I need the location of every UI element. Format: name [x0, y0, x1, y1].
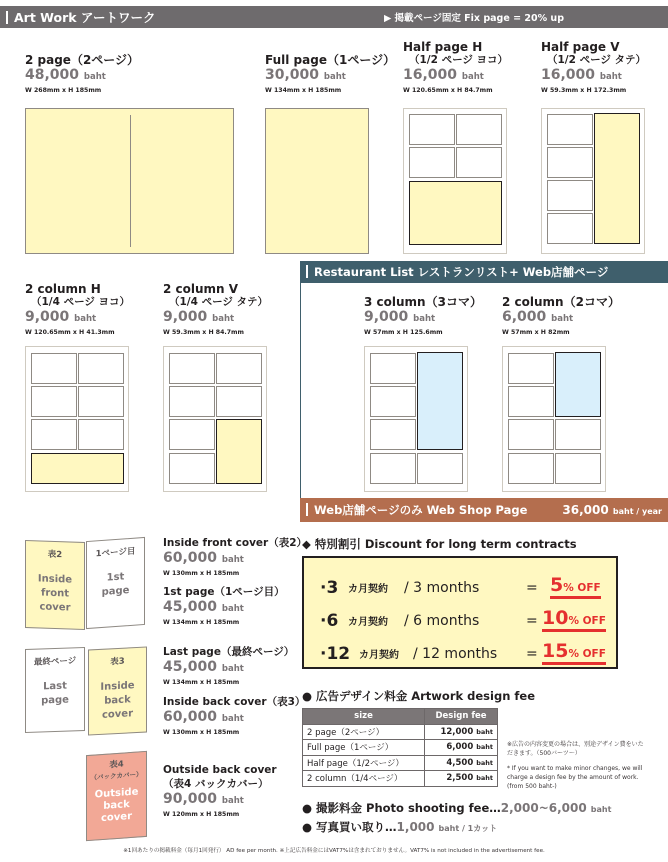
table-row: Half page（1/2ページ） 4,500 baht	[303, 755, 498, 771]
table-row: 2 column（1/4ページ） 2,500 baht	[303, 771, 498, 787]
two-page-diagram	[25, 108, 234, 254]
book-inside-back-right: 表3 Inside back cover	[88, 646, 147, 735]
photo-shooting-fee: ● 撮影料金 Photo shooting fee…2,000~6,000 baht	[302, 801, 612, 815]
art-work-header	[0, 6, 668, 28]
ad-name: 2 page（2ページ）	[25, 53, 140, 67]
full-page-diagram	[265, 108, 369, 254]
book-outside-back: 表4 （バックカバー） Outside back cover	[86, 751, 147, 841]
ad-half-page-v: Half page V （1/2 ページ タテ） 16,000 baht W 59.3mm x H 172.3mm	[541, 40, 647, 94]
ad-restaurant-2-column: 2 column（2コマ） 6,000 baht W 57mm x H 82mm	[502, 295, 620, 336]
table-row: Full page（1ページ） 6,000 baht	[303, 740, 498, 756]
column-header: Design fee	[425, 709, 498, 725]
discount-box	[302, 556, 618, 669]
half-h-highlight	[409, 181, 502, 245]
design-fee-note-en: * If you want to make minor changes, we will charge a design fee by the amount of work. (from 500 baht-)	[507, 765, 643, 790]
half-v-highlight	[594, 113, 640, 244]
discount-title: ◆ 特別割引 Discount for long term contracts	[302, 537, 577, 551]
restaurant-2-column-highlight	[555, 352, 601, 417]
column-header: size	[303, 709, 425, 725]
ad-price: 48,000	[25, 67, 80, 83]
restaurant-3-column-highlight	[417, 352, 463, 450]
restaurant-2-column-diagram	[502, 346, 606, 492]
art-work-title: Art Work アートワーク	[0, 8, 156, 26]
page-fold-line	[130, 115, 131, 247]
ad-inside-back-cover: Inside back cover（表3） 60,000 baht W 130mm x H 185mm	[163, 696, 306, 736]
discount-row-3: ·3 カ月契約 / 3 months = 5% OFF	[320, 573, 601, 598]
restaurant-list-header: Restaurant List レストランリスト+ Web店舗ページ	[300, 261, 668, 283]
ad-full-page: Full page（1ページ） 30,000 baht W 134mm x H 185mm	[265, 53, 396, 94]
photo-buyout-fee: ● 写真買い取り…1,000 baht / 1カット	[302, 820, 498, 834]
fix-page-note: ▶ 掲載ページ固定 Fix page = 20% up	[383, 13, 564, 24]
ad-first-page: 1st page（1ページ目） 45,000 baht W 134mm x H 185mm	[163, 586, 285, 626]
two-column-v-highlight	[216, 419, 262, 484]
half-page-v-diagram	[541, 108, 645, 254]
web-shop-price: 36,000	[562, 503, 609, 517]
ad-two-column-h: 2 column H （1/4 ページ ヨコ） 9,000 baht W 120.65mm x H 41.3mm	[25, 282, 131, 336]
book-inside-front-left: 表2 Inside front cover	[25, 540, 85, 630]
design-fee-table	[302, 708, 498, 787]
ad-last-page: Last page（最終ページ） 45,000 baht W 134mm x H 185mm	[163, 646, 295, 686]
two-column-h-highlight	[31, 453, 124, 484]
half-page-h-diagram	[403, 108, 507, 254]
discount-row-6: ·6 カ月契約 / 6 months = 10% OFF	[320, 606, 606, 631]
design-fee-title: ● 広告デザイン料金 Artwork design fee	[302, 689, 535, 703]
ad-two-page: 2 page（2ページ） 48,000 baht W 268mm x H 185mm	[25, 53, 140, 94]
table-row: 2 page（2ページ） 12,000 baht	[303, 724, 498, 740]
ad-size: W 268mm x H 185mm	[25, 87, 102, 94]
book-last-page-left: 最終ページ Last page	[25, 647, 85, 733]
ad-restaurant-3-column: 3 column（3コマ） 9,000 baht W 57mm x H 125.6mm	[364, 295, 482, 336]
ad-outside-back-cover: Outside back cover （表4 バックカバー） 90,000 baht W 120mm x H 185mm	[163, 764, 277, 818]
ad-inside-front-cover: Inside front cover（表2） 60,000 baht W 130mm x H 185mm	[163, 537, 308, 577]
web-shop-header: Web店舗ページのみ Web Shop Page 36,000 baht / year	[300, 498, 668, 522]
design-fee-note-jp: ※広告の内容変更の場合は、別途デザイン費をいただきます。（500バーツ〜）	[507, 741, 644, 757]
restaurant-3-column-diagram	[364, 346, 468, 492]
table-header-row	[303, 709, 498, 725]
two-column-v-diagram	[163, 346, 267, 492]
discount-row-12: ·12 カ月契約 / 12 months = 15% OFF	[320, 639, 606, 664]
book-first-page-right: 1ページ目 1st page	[86, 537, 145, 629]
ad-half-page-h: Half page H （1/2 ページ ヨコ） 16,000 baht W 120.65mm x H 84.7mm	[403, 40, 509, 94]
restaurant-divider	[300, 283, 301, 501]
footer-note: ※1回あたりの掲載料金（毎月1回発行） AD fee per month. ※上記広告料金にはVAT7%は含まれておりません。VAT7% is not included in the advertisement fee.	[123, 848, 545, 854]
two-column-h-diagram	[25, 346, 129, 492]
ad-two-column-v: 2 column V （1/4 ページ タテ） 9,000 baht W 59.3mm x H 84.7mm	[163, 282, 269, 336]
